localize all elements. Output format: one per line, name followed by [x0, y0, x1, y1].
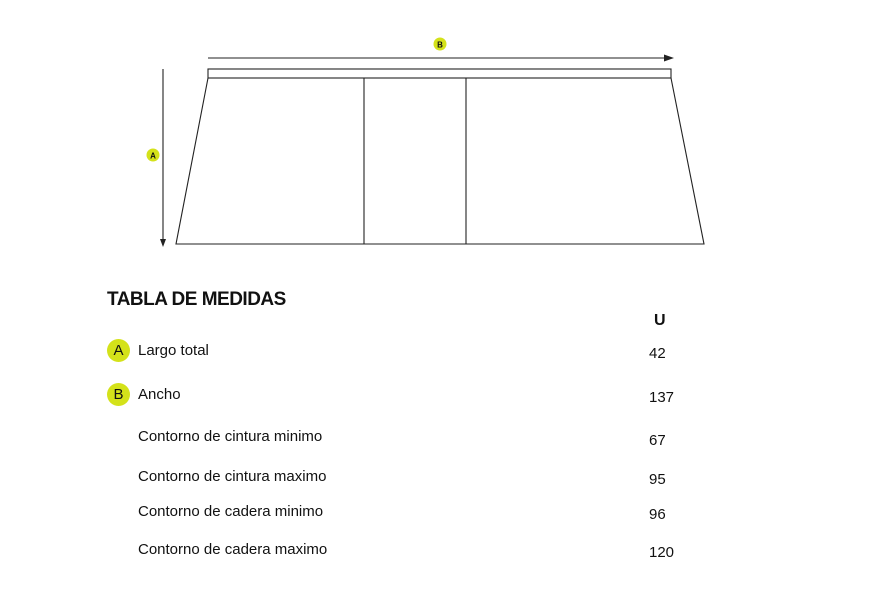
- skirt-body: [176, 78, 704, 244]
- width-marker-label: B: [437, 40, 443, 50]
- row-value: 120: [649, 544, 675, 561]
- row-label: Contorno de cintura maximo: [138, 468, 327, 485]
- length-marker-label: A: [150, 151, 156, 161]
- skirt-technical-drawing: [0, 0, 880, 260]
- table-row: [107, 538, 707, 562]
- table-row: [107, 425, 707, 449]
- table-row: [107, 500, 707, 524]
- length-arrow-head: [160, 239, 166, 247]
- row-marker-badge: B: [107, 383, 130, 406]
- waistband: [208, 69, 671, 78]
- table-row: [107, 339, 707, 363]
- row-label: Contorno de cadera minimo: [138, 503, 324, 520]
- row-marker-badge: A: [107, 339, 130, 362]
- row-value: 96: [649, 506, 666, 523]
- row-label: Contorno de cintura minimo: [138, 428, 323, 445]
- table-row: [107, 383, 707, 407]
- row-label: Largo total: [138, 342, 209, 359]
- table-title: TABLA DE MEDIDAS: [107, 289, 286, 310]
- size-column-header: U: [654, 312, 666, 329]
- row-value: 95: [649, 471, 666, 488]
- row-value: 42: [649, 345, 666, 362]
- table-row: [107, 465, 707, 489]
- row-value: 137: [649, 389, 675, 406]
- row-label: Contorno de cadera maximo: [138, 541, 328, 558]
- row-value: 67: [649, 432, 666, 449]
- row-label: Ancho: [138, 386, 181, 403]
- width-arrow-head: [664, 55, 674, 62]
